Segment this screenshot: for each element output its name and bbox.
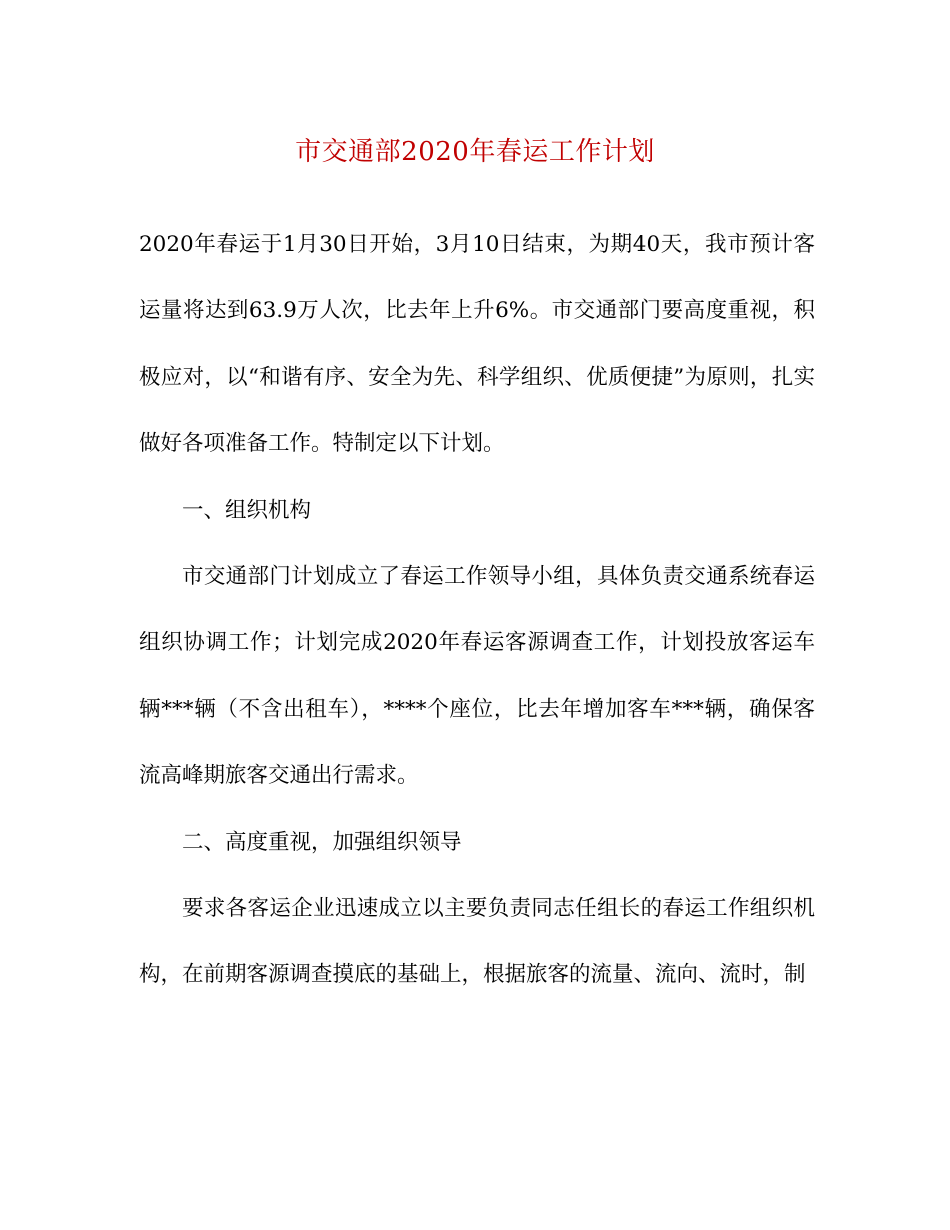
document-body <box>139 212 815 1009</box>
paragraph-leadership: 要求各客运企业迅速成立以主要负责同志任组长的春运工作组织机构，在前期客源调查摸底的基础上，根据旅客的流量、流向、流时，制 <box>139 896 815 988</box>
paragraph-intro: 2020年春运于1月30日开始，3月10日结束，为期40天，我市预计客运量将达到63.9万人次，比去年上升6%。市交通部门要高度重视，积极应对，以“和谐有序、安全为先、科学组织、优质便捷”为原则，扎实做好各项准备工作。特制定以下计划。 <box>139 232 815 457</box>
paragraph-organization: 市交通部门计划成立了春运工作领导小组，具体负责交通系统春运组织协调工作；计划完成2020年春运客源调查工作，计划投放客运车辆***辆（不含出租车），****个座位，比去年增加客车***辆，确保客流高峰期旅客交通出行需求。 <box>139 564 815 789</box>
section-heading-organization: 一、组织机构 <box>182 497 312 523</box>
section-heading-leadership: 二、高度重视，加强组织领导 <box>182 829 462 855</box>
document-title: 市交通部2020年春运工作计划 <box>295 137 655 167</box>
